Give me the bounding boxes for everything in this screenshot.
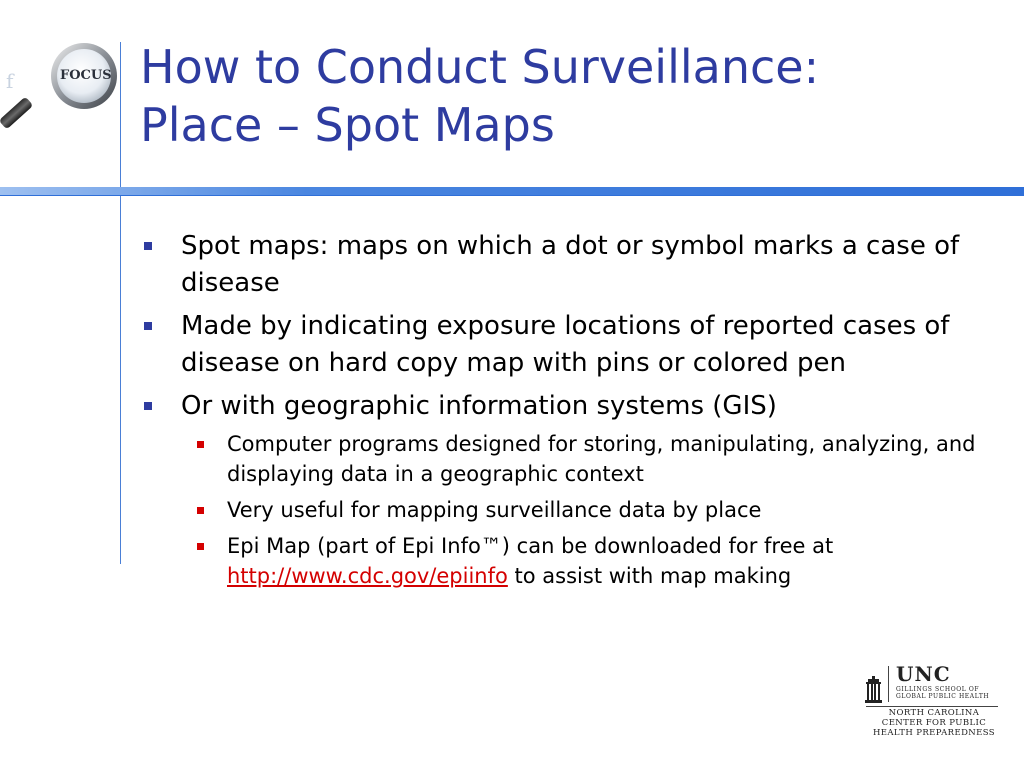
svg-text:f: f (6, 69, 14, 93)
unc-wordmark: UNC (896, 662, 951, 686)
square-bullet-icon (144, 242, 152, 250)
square-bullet-icon (197, 441, 204, 448)
center-line-3: HEALTH PREPAREDNESS (872, 728, 996, 738)
square-bullet-icon (197, 543, 204, 550)
sub-bullet-text-before: Epi Map (part of Epi Info™) can be downloaded for free at (227, 534, 834, 558)
horizontal-rule (0, 187, 1024, 195)
center-line-1: NORTH CAROLINA (888, 708, 980, 718)
sub-bullet-text: Very useful for mapping surveillance data by place (227, 498, 762, 522)
square-bullet-icon (144, 402, 152, 410)
bullet-item (140, 388, 990, 425)
sub-bullet-item (140, 495, 990, 525)
title-line-1: How to Conduct Surveillance: (140, 40, 820, 94)
slide-title (140, 38, 1010, 154)
square-bullet-icon (197, 507, 204, 514)
magnifying-glass-icon (0, 40, 122, 140)
sub-bullet-item (140, 429, 990, 489)
bullet-text: Spot maps: maps on which a dot or symbol marks a case of disease (181, 231, 960, 298)
slide-body (140, 228, 990, 597)
bullet-text: Or with geographic information systems (GIS) (181, 391, 777, 421)
sub-bullet-item (140, 531, 990, 591)
sub-bullet-text-after: to assist with map making (507, 564, 792, 588)
bullet-item (140, 308, 990, 382)
school-line-2: GLOBAL PUBLIC HEALTH (896, 693, 990, 700)
focus-label: FOCUS (60, 68, 112, 83)
title-line-2: Place – Spot Maps (140, 98, 555, 152)
sub-bullet-text: Computer programs designed for storing, manipulating, analyzing, and displaying data in a geographic context (227, 432, 976, 486)
epiinfo-link[interactable]: http://www.cdc.gov/epiinfo (227, 564, 508, 588)
school-line-1: GILLINGS SCHOOL OF (896, 686, 980, 693)
bullet-item (140, 228, 990, 302)
square-bullet-icon (144, 322, 152, 330)
bullet-text: Made by indicating exposure locations of reported cases of disease on hard copy map with pins or colored pen (181, 311, 950, 378)
center-line-2: CENTER FOR PUBLIC (881, 718, 987, 728)
